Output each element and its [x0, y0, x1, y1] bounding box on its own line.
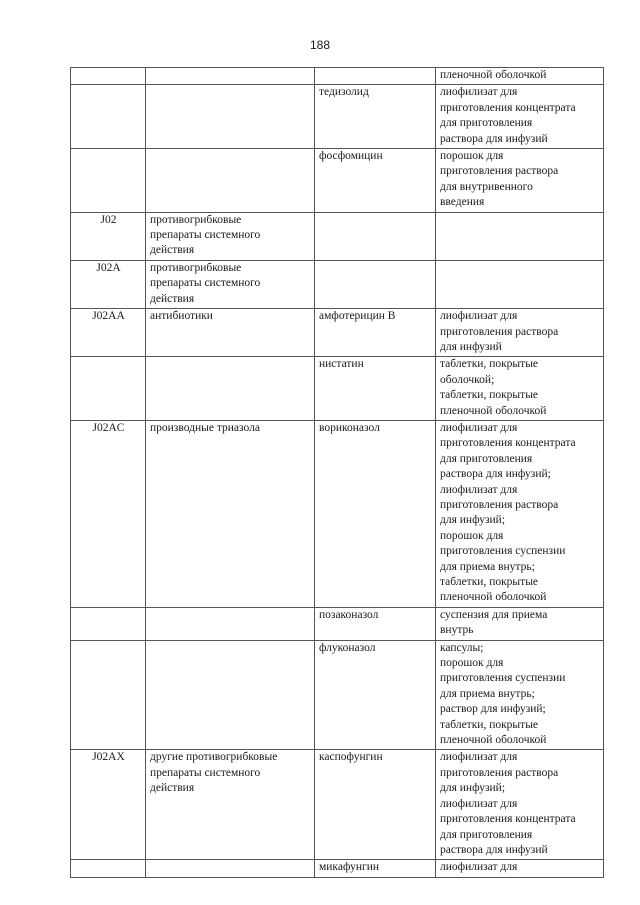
drug-cell [315, 68, 436, 85]
atc-code-cell: J02AX [71, 750, 146, 860]
form-cell: лиофилизат для приготовления концентрата для приготовления раствора для инфузий [436, 85, 604, 149]
group-cell [146, 607, 315, 640]
table-row [71, 68, 604, 85]
atc-code-cell [71, 68, 146, 85]
drug-cell: флуконазол [315, 640, 436, 750]
form-cell: лиофилизат для [436, 860, 604, 877]
drug-cell: тедизолид [315, 85, 436, 149]
drug-cell [315, 212, 436, 260]
group-cell: противогрибковые препараты системного действия [146, 260, 315, 308]
table-row [71, 420, 604, 607]
table-row [71, 149, 604, 213]
atc-code-cell [71, 149, 146, 213]
atc-code-cell [71, 607, 146, 640]
form-cell: пленочной оболочкой [436, 68, 604, 85]
drug-cell: каспофунгин [315, 750, 436, 860]
drug-cell: позаконазол [315, 607, 436, 640]
drug-table [70, 67, 604, 878]
form-cell: порошок для приготовления раствора для внутривенного введения [436, 149, 604, 213]
drug-cell: фосфомицин [315, 149, 436, 213]
group-cell [146, 357, 315, 421]
atc-code-cell: J02AC [71, 420, 146, 607]
group-cell [146, 85, 315, 149]
atc-code-cell: J02 [71, 212, 146, 260]
form-cell: лиофилизат для приготовления раствора для инфузий; лиофилизат для приготовления концентрата для приготовления раствора для инфузий [436, 750, 604, 860]
form-cell: таблетки, покрытые оболочкой; таблетки, покрытые пленочной оболочкой [436, 357, 604, 421]
atc-code-cell [71, 640, 146, 750]
table-row [71, 750, 604, 860]
table-row [71, 640, 604, 750]
form-cell [436, 260, 604, 308]
table-row [71, 260, 604, 308]
table-row [71, 607, 604, 640]
form-cell: лиофилизат для приготовления раствора для инфузий [436, 309, 604, 357]
atc-code-cell [71, 357, 146, 421]
drug-cell [315, 260, 436, 308]
page-number: 188 [309, 38, 331, 52]
drug-cell: амфотерицин В [315, 309, 436, 357]
group-cell [146, 860, 315, 877]
form-cell: суспензия для приема внутрь [436, 607, 604, 640]
group-cell: антибиотики [146, 309, 315, 357]
atc-code-cell [71, 85, 146, 149]
atc-code-cell: J02A [71, 260, 146, 308]
table-row [71, 212, 604, 260]
form-cell: лиофилизат для приготовления концентрата для приготовления раствора для инфузий; лиофилизат для приготовления раствора для инфузий; порошок для приготовления суспензии для приема внутрь; таблетки, покрытые пленочной оболочкой [436, 420, 604, 607]
group-cell [146, 68, 315, 85]
form-cell [436, 212, 604, 260]
form-cell: капсулы; порошок для приготовления суспензии для приема внутрь; раствор для инфузий; таблетки, покрытые пленочной оболочкой [436, 640, 604, 750]
group-cell: другие противогрибковые препараты системного действия [146, 750, 315, 860]
group-cell: производные триазола [146, 420, 315, 607]
group-cell: противогрибковые препараты системного действия [146, 212, 315, 260]
table-row [71, 860, 604, 877]
table-row [71, 309, 604, 357]
atc-code-cell [71, 860, 146, 877]
table-row [71, 85, 604, 149]
group-cell [146, 640, 315, 750]
drug-cell: вориконазол [315, 420, 436, 607]
table-row [71, 357, 604, 421]
group-cell [146, 149, 315, 213]
drug-cell: нистатин [315, 357, 436, 421]
atc-code-cell: J02AA [71, 309, 146, 357]
drug-cell: микафунгин [315, 860, 436, 877]
